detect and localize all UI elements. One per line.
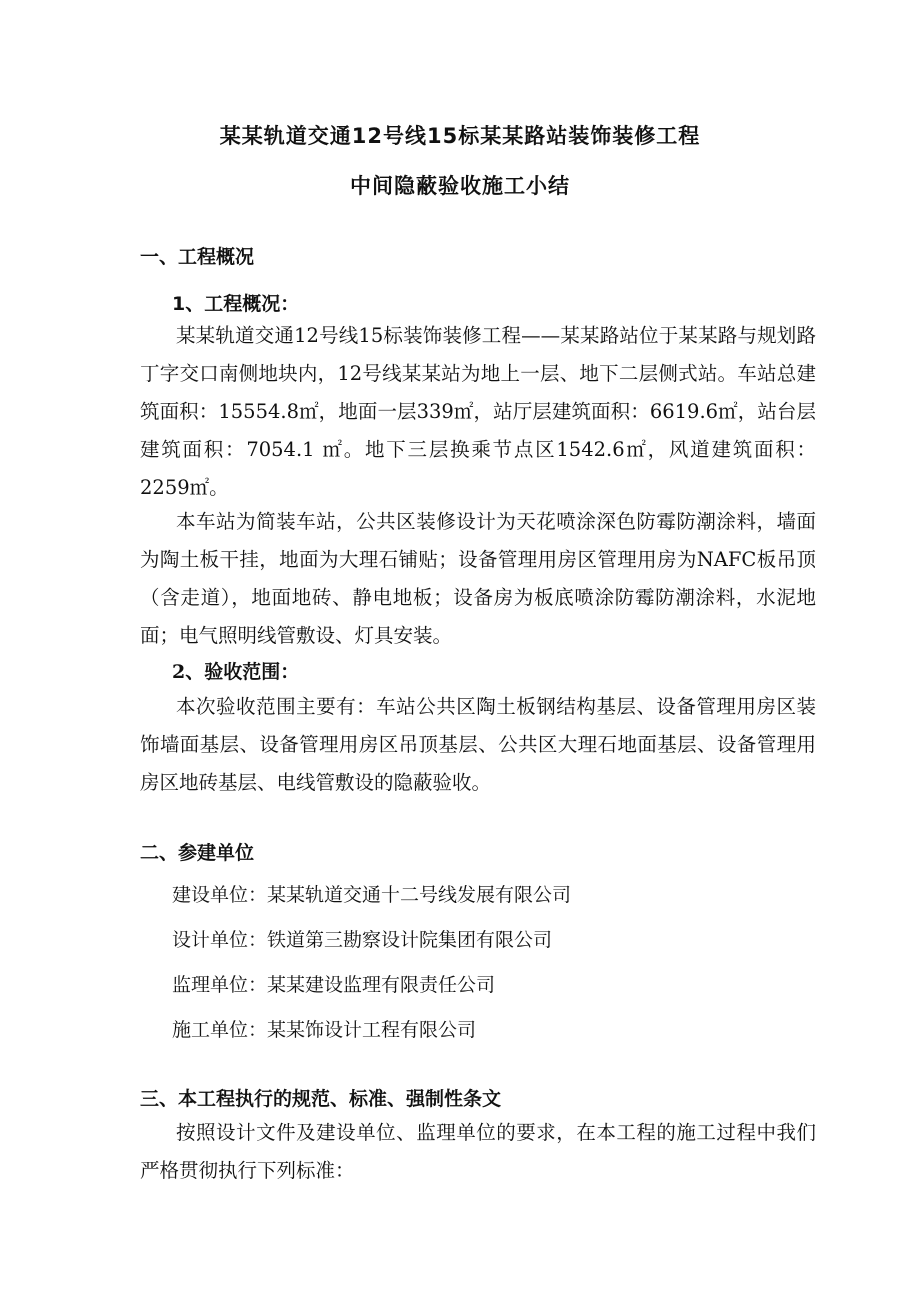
section1-paragraph1: 某某轨道交通12号线15标装饰装修工程——某某路站位于某某路与规划路丁字交口南侧地块内，12号线某某站为地上一层、地下二层侧式站。车站总建筑面积：15554.8㎡，地面一层339㎡，站厅层建筑面积：6619.6㎡，站台层建筑面积：7054.1 ㎡。地下三层换乘节点区1542.6㎡，风道建筑面积：2259㎡。 (140, 324, 816, 499)
unit-construction: 建设单位：某某轨道交通十二号线发展有限公司 (172, 884, 572, 906)
unit-contractor: 施工单位：某某饰设计工程有限公司 (172, 1019, 477, 1041)
section1-sub2-heading: 2、验收范围： (172, 661, 300, 683)
section1-paragraph2: 本车站为简装车站，公共区装修设计为天花喷涂深色防霉防潮涂料，墙面为陶土板干挂，地面为大理石铺贴；设备管理用房区管理用房为NAFC板吊顶（含走道），地面地砖、静电地板；设备房为板底喷涂防霉防潮涂料，水泥地面；电气照明线管敷设、灯具安装。 (140, 510, 816, 647)
section3-paragraph1: 按照设计文件及建设单位、监理单位的要求，在本工程的施工过程中我们严格贯彻执行下列标准： (140, 1121, 816, 1182)
unit-supervision: 监理单位：某某建设监理有限责任公司 (172, 974, 496, 996)
section1-sub1-heading: 1、工程概况： (172, 293, 300, 315)
document-title-line1: 某某轨道交通12号线15标某某路站装饰装修工程 (219, 124, 701, 148)
section3-heading: 三、本工程执行的规范、标准、强制性条文 (140, 1088, 502, 1110)
section1-heading: 一、工程概况 (140, 246, 255, 268)
section2-heading: 二、参建单位 (140, 842, 255, 864)
document-title-line2: 中间隐蔽验收施工小结 (350, 174, 570, 198)
unit-design: 设计单位：铁道第三勘察设计院集团有限公司 (172, 929, 553, 951)
section1-paragraph3: 本次验收范围主要有：车站公共区陶土板钢结构基层、设备管理用房区装饰墙面基层、设备管理用房区吊顶基层、公共区大理石地面基层、设备管理用房区地砖基层、电线管敷设的隐蔽验收。 (140, 695, 816, 794)
